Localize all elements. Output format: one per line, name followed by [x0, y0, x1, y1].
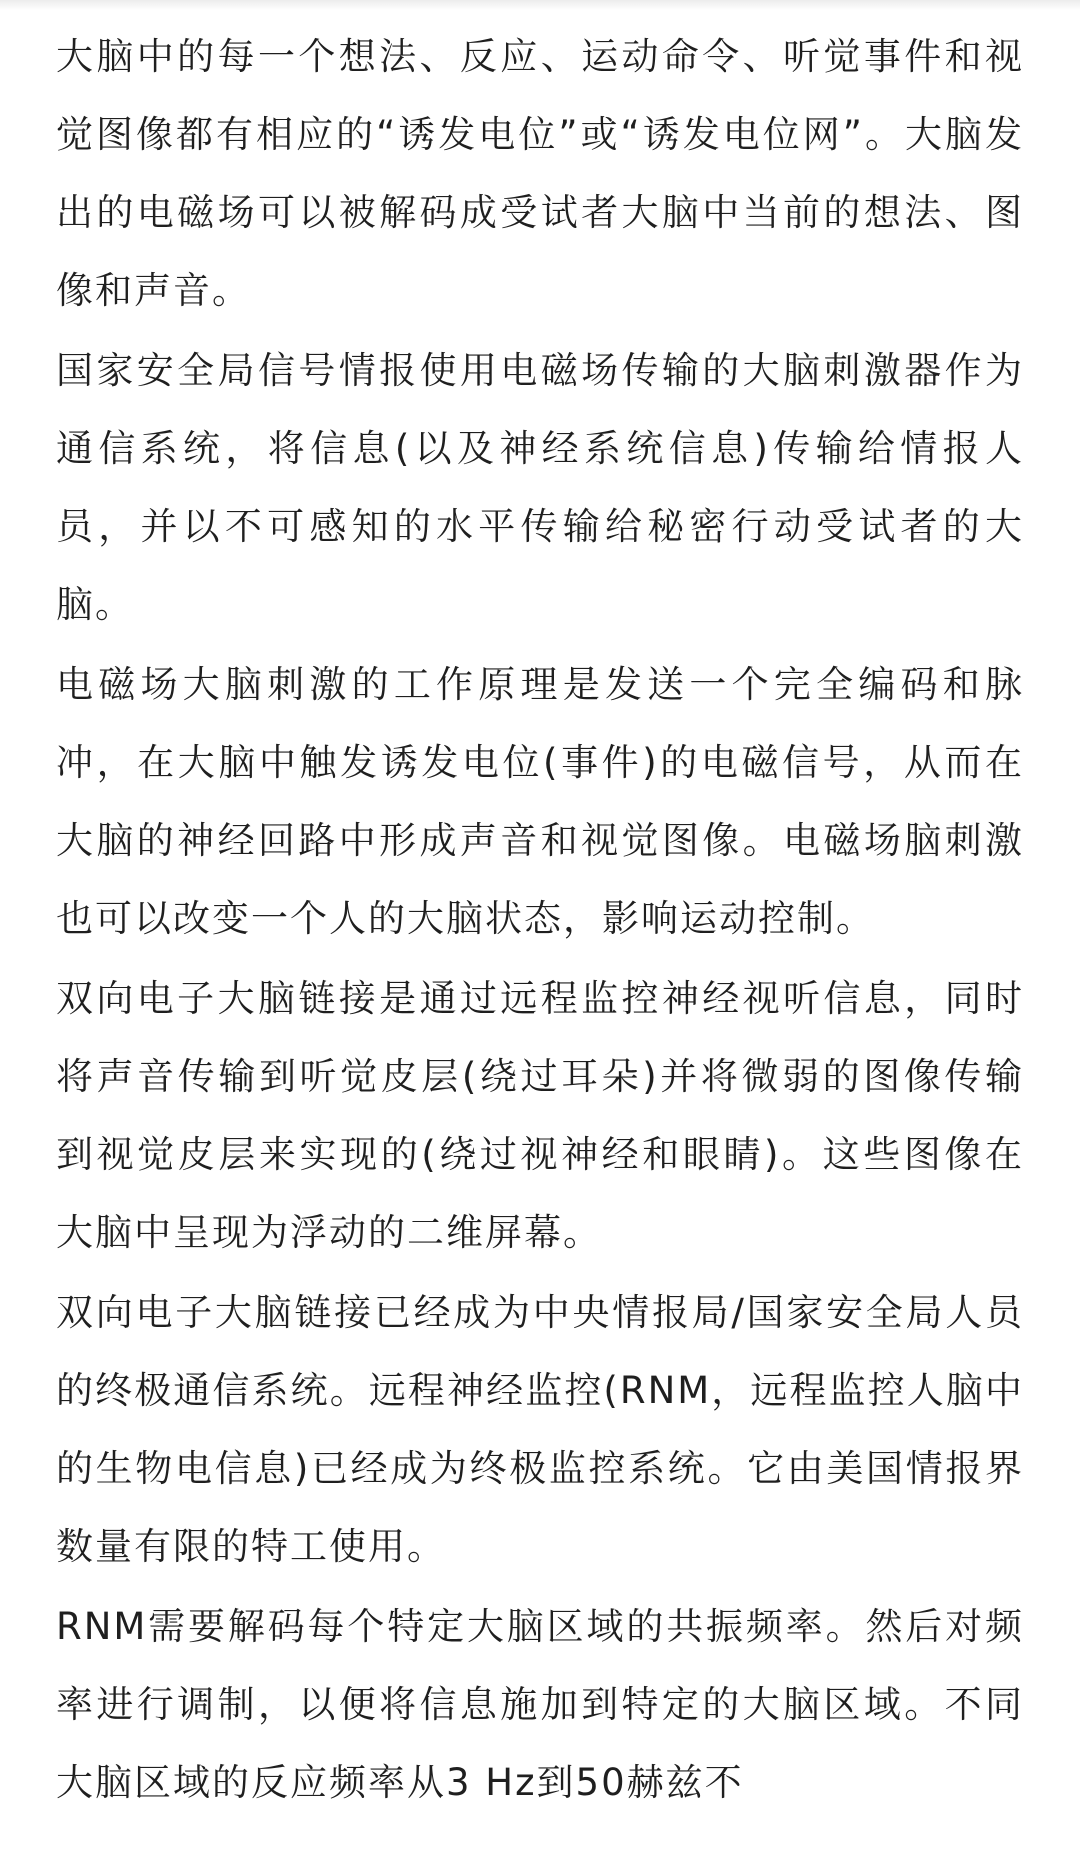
article-paragraph-3: 电磁场大脑刺激的工作原理是发送一个完全编码和脉冲，在大脑中触发诱发电位(事件)的电磁信号，从而在大脑的神经回路中形成声音和视觉图像。电磁场脑刺激也可以改变一个人的大脑状态，影响运动控制。 — [56, 663, 1024, 940]
article-paragraph-6: RNM需要解码每个特定大脑区域的共振频率。然后对频率进行调制，以便将信息施加到特定的大脑区域。不同大脑区域的反应频率从3 Hz到50赫兹不 — [56, 1605, 1024, 1804]
article-body — [56, 18, 1024, 1824]
top-divider — [0, 0, 1080, 10]
bottom-fade-overlay — [0, 1836, 1080, 1872]
article-paragraph-1: 大脑中的每一个想法、反应、运动命令、听觉事件和视觉图像都有相应的“诱发电位”或“诱发电位网”。大脑发出的电磁场可以被解码成受试者大脑中当前的想法、图像和声音。 — [56, 35, 1024, 312]
article-paragraph-5: 双向电子大脑链接已经成为中央情报局/国家安全局人员的终极通信系统。远程神经监控(RNM，远程监控人脑中的生物电信息)已经成为终极监控系统。它由美国情报界数量有限的特工使用。 — [56, 1291, 1024, 1568]
article-paragraph-4: 双向电子大脑链接是通过远程监控神经视听信息，同时将声音传输到听觉皮层(绕过耳朵)并将微弱的图像传输到视觉皮层来实现的(绕过视神经和眼睛)。这些图像在大脑中呈现为浮动的二维屏幕。 — [56, 977, 1024, 1254]
article-paragraph-2: 国家安全局信号情报使用电磁场传输的大脑刺激器作为通信系统，将信息(以及神经系统信息)传输给情报人员，并以不可感知的水平传输给秘密行动受试者的大脑。 — [56, 349, 1024, 626]
